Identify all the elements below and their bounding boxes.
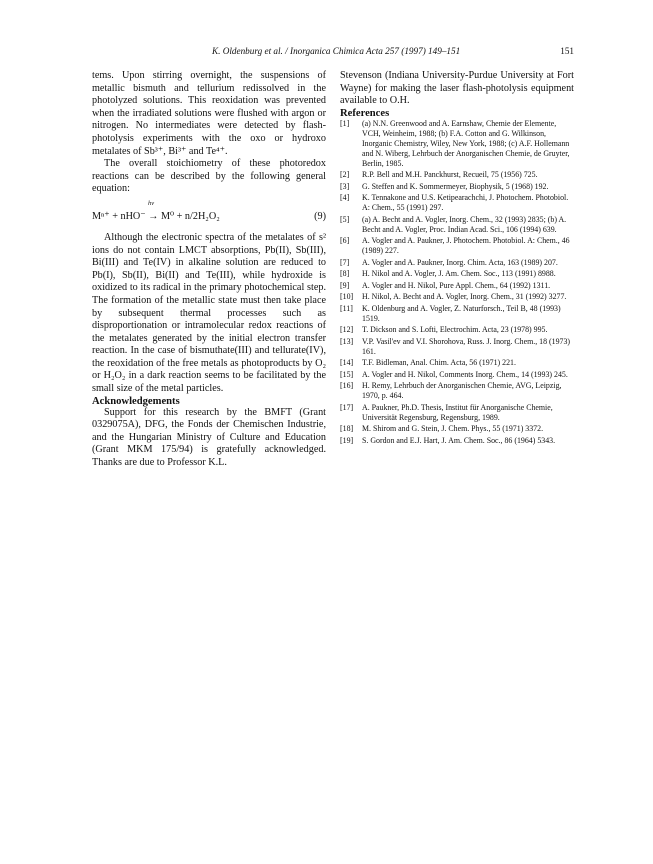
reference-text: T. Dickson and S. Lofti, Electrochim. Acta, 23 (1978) 995. xyxy=(362,325,548,335)
reference-text: V.P. Vasil'ev and V.I. Shorohova, Russ. J. Inorg. Chem., 18 (1973) 161. xyxy=(362,336,571,356)
reference-number: [16] xyxy=(340,381,354,391)
reference-item xyxy=(340,337,574,357)
reference-text: M. Shirom and G. Stein, J. Chem. Phys., 55 (1971) 3372. xyxy=(362,424,544,434)
reference-number: [4] xyxy=(340,193,350,203)
body-paragraph-2: The overall stoichiometry of these photoredox reactions can be described by the following general equation: xyxy=(92,158,326,195)
equation-hv-label: hν xyxy=(148,199,155,207)
acknowledgements-heading: Acknowledgements xyxy=(92,395,180,407)
reference-text: A. Vogler and A. Paukner, J. Photochem. Photobiol. A: Chem., 46 (1989) 227. xyxy=(362,236,570,256)
running-header xyxy=(92,46,574,60)
reference-item xyxy=(340,424,574,434)
reference-item xyxy=(340,119,574,169)
reference-item xyxy=(340,193,574,213)
reference-number: [5] xyxy=(340,214,350,224)
reference-text: G. Steffen and K. Sommermeyer, Biophysik, 5 (1968) 192. xyxy=(362,181,549,191)
reference-text: (a) A. Becht and A. Vogler, Inorg. Chem., 32 (1993) 2835; (b) A. Becht and A. Vogler, Proc. Indian Acad. Sci., 106 (1994) 639. xyxy=(362,214,567,234)
reference-item xyxy=(340,215,574,235)
acknowledgements-text: Support for this research by the BMFT (Grant 0329075A), DFG, the Fonds der Chemischen Industrie, and the Hungarian Ministry of Culture and Education (Grant MKM 175/94) is gratefully acknowledged. Thanks are due to Professor K.L. xyxy=(92,406,326,469)
reference-text: K. Oldenburg and A. Vogler, Z. Naturforsch., Teil B, 48 (1993) 1519. xyxy=(362,303,561,323)
reference-number: [12] xyxy=(340,325,354,335)
reference-text: A. Vogler and A. Paukner, Inorg. Chim. Acta, 163 (1989) 207. xyxy=(362,257,558,267)
reference-list xyxy=(340,119,574,446)
equation-9 xyxy=(92,200,326,226)
reference-text: H. Remy, Lehrbuch der Anorganischen Chemie, AVG, Leipzig, 1970, p. 464. xyxy=(362,381,562,401)
reference-text: A. Paukner, Ph.D. Thesis, Institut für Anorganische Chemie, Universität Regensburg, Regensburg, 1989. xyxy=(362,402,553,422)
reference-number: [14] xyxy=(340,358,354,368)
reference-number: [17] xyxy=(340,402,354,412)
reference-item xyxy=(340,403,574,423)
acknowledgements-continued: Stevenson (Indiana University-Purdue University at Fort Wayne) for making the laser flash-photolysis equipment available to O.H. xyxy=(340,70,574,107)
reference-text: H. Nikol, A. Becht and A. Vogler, Inorg. Chem., 31 (1992) 3277. xyxy=(362,292,567,302)
reference-item xyxy=(340,370,574,380)
reference-number: [11] xyxy=(340,303,353,313)
reference-item xyxy=(340,292,574,302)
reference-item xyxy=(340,236,574,256)
reference-item xyxy=(340,325,574,335)
reference-item xyxy=(340,281,574,291)
reference-text: (a) N.N. Greenwood and A. Earnshaw, Chemie der Elemente, VCH, Weinheim, 1988; (b) F.A. Cotton and G. Wilkinson, Inorganic Chemistry, Wiley, New York, 1988; (c) A.F. Hollemann and N. Wiberg, Lehrbuch der Anorganischen Chemie, de Gruyter, Berlin, 1985. xyxy=(362,118,570,168)
reference-number: [13] xyxy=(340,336,354,346)
reference-number: [7] xyxy=(340,257,350,267)
reference-text: A. Vogler and H. Nikol, Pure Appl. Chem., 64 (1992) 1311. xyxy=(362,280,551,290)
reference-text: A. Vogler and H. Nikol, Comments Inorg. Chem., 14 (1993) 245. xyxy=(362,369,568,379)
reference-number: [18] xyxy=(340,424,354,434)
reference-number: [15] xyxy=(340,369,354,379)
reference-item xyxy=(340,304,574,324)
running-head: K. Oldenburg et al. / Inorganica Chimica Acta 257 (1997) 149–151 xyxy=(212,46,461,56)
reference-item xyxy=(340,381,574,401)
reference-number: [9] xyxy=(340,280,350,290)
reference-item xyxy=(340,182,574,192)
reference-text: R.P. Bell and M.H. Panckhurst, Recueil, 75 (1956) 725. xyxy=(362,170,538,180)
reference-text: S. Gordon and E.J. Hart, J. Am. Chem. Soc., 86 (1964) 5343. xyxy=(362,435,556,445)
reference-item xyxy=(340,170,574,180)
reference-number: [19] xyxy=(340,435,354,445)
reference-number: [6] xyxy=(340,236,350,246)
references-heading: References xyxy=(340,107,390,119)
page-number: 151 xyxy=(560,46,574,56)
reference-text: T.F. Bidleman, Anal. Chim. Acta, 56 (1971) 221. xyxy=(362,358,516,368)
reference-number: [1] xyxy=(340,118,350,128)
reference-item xyxy=(340,258,574,268)
reference-item xyxy=(340,436,574,446)
reference-number: [3] xyxy=(340,181,350,191)
reference-item xyxy=(340,269,574,279)
reference-text: H. Nikol and A. Vogler, J. Am. Chem. Soc., 113 (1991) 8988. xyxy=(362,269,556,279)
equation-number: (9) xyxy=(314,210,326,222)
right-column xyxy=(340,70,574,447)
reference-number: [2] xyxy=(340,170,350,180)
reference-item xyxy=(340,358,574,368)
left-column xyxy=(92,70,326,470)
body-paragraph-3: Although the electronic spectra of the metalates of s² ions do not contain LMCT absorptions, Pb(II), Sb(III), Bi(III) and Te(IV) in alkaline solution are reduced to Pb(I), Sb(II), Bi(II) and Te(III), while hydroxide is oxidized to its radical in the primary photochemical step. The formation of the metallic state must then take place by subsequent thermal processes such as disproportionation or intramolecular redox reactions of the metalates generated by the initial electron transfer reaction. In the case of bismuthate(III) and tellurate(IV), the reoxidation of the free metals as photoproducts by O₂ or H₂O₂ in a dark reaction seems to be facilitated by the small size of the metal particles. xyxy=(92,231,326,395)
reference-text: K. Tennakone and U.S. Ketipearachchi, J. Photochem. Photobiol. A: Chem., 55 (1991) 297. xyxy=(362,193,569,213)
body-paragraph-1: tems. Upon stirring overnight, the suspensions of metallic bismuth and tellurium redissolved in the photolyzed solutions. This reoxidation was prevented when the irradiated solutions were flushed with argon or nitrogen. No intermediates were detected by flash-photolysis experiments with the oxo or hydroxo metalates of Sb³⁺, Bi³⁺ and Te⁴⁺. xyxy=(92,70,326,157)
equation-expression: Mⁿ⁺ + nHO⁻ → M⁰ + n/2H₂O₂ xyxy=(92,210,220,222)
reference-number: [10] xyxy=(340,292,354,302)
reference-number: [8] xyxy=(340,269,350,279)
